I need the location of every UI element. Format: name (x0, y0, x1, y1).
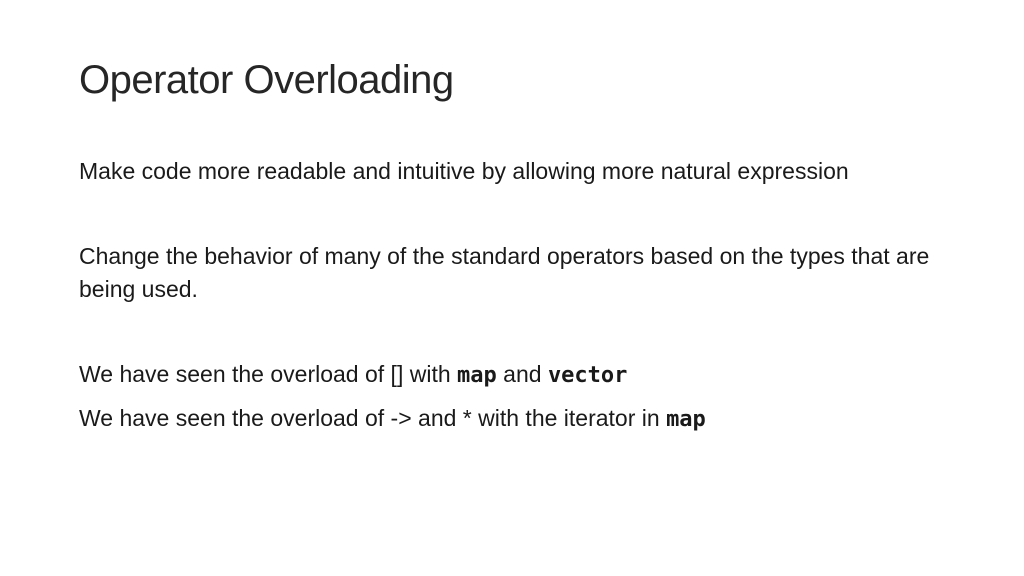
point-subscript-overload (79, 358, 949, 392)
slide-title: Operator Overloading (79, 58, 454, 102)
point-subscript-middle: and (496, 361, 548, 387)
code-map-iterator: map (666, 407, 706, 432)
slide-body (79, 155, 949, 436)
point-subscript-prefix: We have seen the overload of [] with (79, 361, 458, 387)
point-readability: Make code more readable and intuitive by allowing more natural expression (79, 158, 849, 184)
code-vector: vector (547, 363, 628, 388)
point-iterator-overload (79, 402, 949, 436)
point-iterator-prefix: We have seen the overload of -> and * with the iterator in (79, 405, 667, 431)
point-behavior: Change the behavior of many of the standard operators based on the types that are being used. (79, 243, 930, 302)
code-map: map (457, 363, 497, 388)
